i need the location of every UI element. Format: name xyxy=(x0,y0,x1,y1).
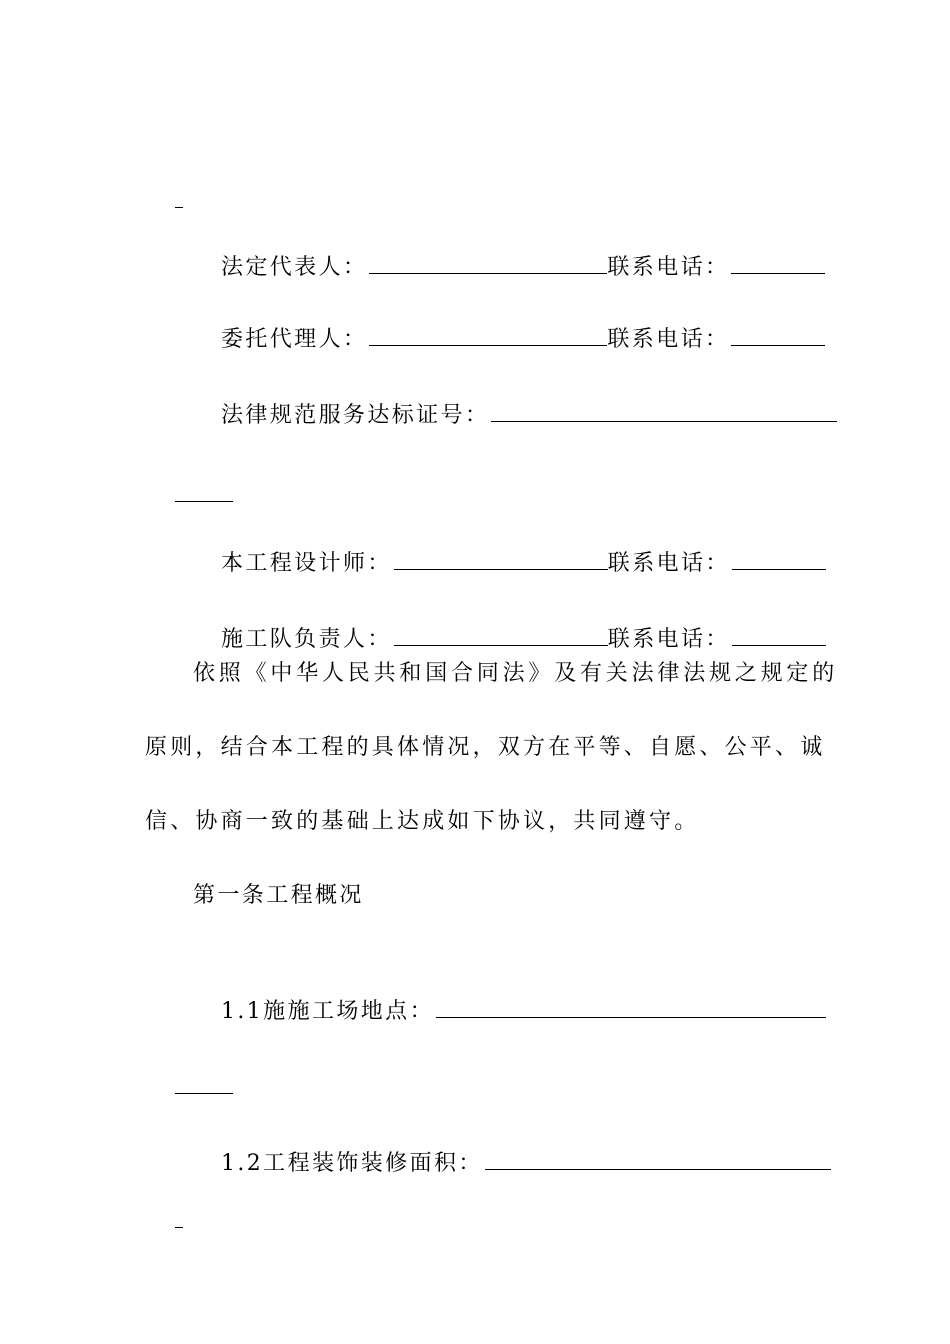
construction-site-blank[interactable] xyxy=(436,997,826,1018)
team-leader-label: 施工队负责人： xyxy=(220,627,392,652)
item-1-1-continuation xyxy=(0,1028,950,1068)
fill-blank[interactable] xyxy=(175,481,233,502)
designer-line xyxy=(0,504,950,576)
blank-line-dash xyxy=(0,142,950,182)
article-one-heading: 第一条工程概况 xyxy=(193,883,364,908)
phone-label: 联系电话： xyxy=(607,327,730,352)
paragraph-line-1: 依照《中华人民共和国合同法》及有关法律法规之规定的 xyxy=(193,661,839,686)
fill-blank[interactable] xyxy=(175,1073,233,1094)
phone-label: 联系电话： xyxy=(607,255,730,280)
phone-label: 联系电话： xyxy=(607,551,730,576)
item-1-1-line xyxy=(0,952,950,1024)
item-1-2-line xyxy=(0,1104,950,1176)
team-leader-line xyxy=(0,580,950,652)
certificate-number-label: 法律规范服务达标证号： xyxy=(220,403,490,428)
phone-blank[interactable] xyxy=(732,549,826,570)
phone-blank[interactable] xyxy=(732,625,826,646)
phone-blank[interactable] xyxy=(731,325,825,346)
certificate-number-line xyxy=(0,356,950,428)
authorized-agent-label: 委托代理人： xyxy=(220,327,368,352)
blank-line-dash xyxy=(0,1162,950,1202)
phone-label: 联系电话： xyxy=(607,627,730,652)
team-leader-blank[interactable] xyxy=(394,625,608,646)
designer-label: 本工程设计师： xyxy=(220,551,392,576)
fill-blank[interactable] xyxy=(175,1207,183,1228)
certificate-number-continuation xyxy=(0,436,950,476)
authorized-agent-blank[interactable] xyxy=(369,325,607,346)
paragraph-line-2: 原则，结合本工程的具体情况，双方在平等、自愿、公平、诚 xyxy=(145,735,826,760)
phone-blank[interactable] xyxy=(731,253,825,274)
fill-blank[interactable] xyxy=(175,187,183,208)
construction-site-label: 1.1施施工场地点： xyxy=(220,999,434,1024)
decoration-area-label: 1.2工程装饰装修面积： xyxy=(220,1151,483,1176)
authorized-agent-line xyxy=(0,280,950,352)
legal-representative-blank[interactable] xyxy=(369,253,607,274)
certificate-number-blank[interactable] xyxy=(491,401,837,422)
legal-representative-label: 法定代表人： xyxy=(220,255,368,280)
legal-representative-line xyxy=(0,208,950,280)
paragraph-line-3: 信、协商一致的基础上达成如下协议，共同遵守。 xyxy=(145,809,700,834)
designer-blank[interactable] xyxy=(394,549,608,570)
